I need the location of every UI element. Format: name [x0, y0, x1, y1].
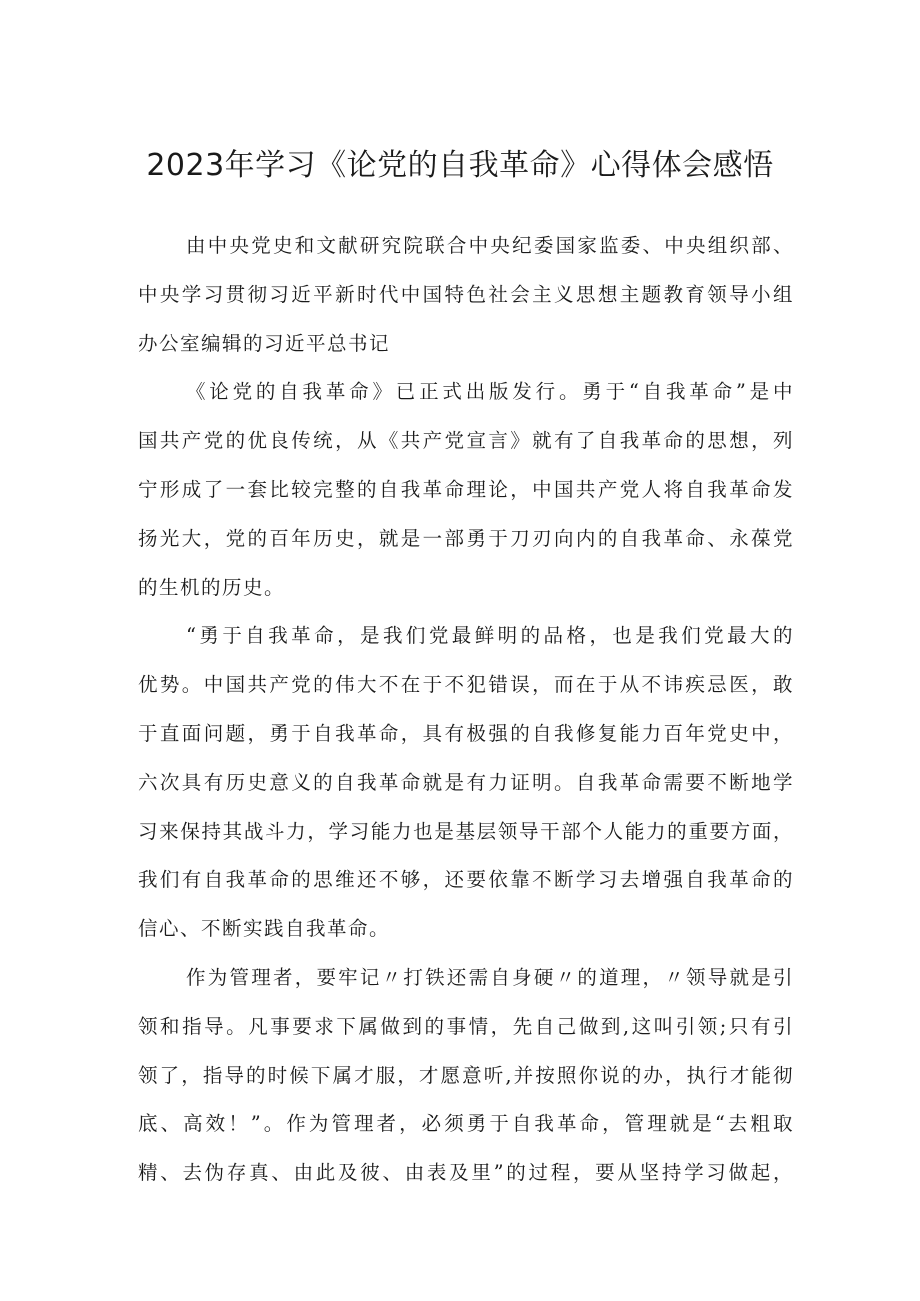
text-line: 国共产党的优良传统，从《共产党宣言》就有了自我革命的思想，列: [138, 429, 794, 453]
text-line: 由中央党史和文献研究院联合中央纪委国家监委、中央组织部、: [186, 234, 794, 257]
text-line: 底、高效！”。作为管理者，必须勇于自我革命，管理就是“去粗取: [138, 1112, 794, 1136]
document-title: 2023年学习《论党的自我革命》心得体会感悟: [146, 148, 774, 183]
text-line: 我们有自我革命的思维还不够，还要依靠不断学习去增强自我革命的: [138, 868, 794, 892]
document-body: [138, 222, 794, 1198]
text-line: 优势。中国共产党的伟大不在于不犯错误，而在于从不讳疾忌医，敢: [138, 673, 794, 697]
text-line: 领和指导。凡事要求下属做到的事情，先自己做到,这叫引领;只有引: [138, 1014, 794, 1038]
text-line: 《论党的自我革命》已正式出版发行。勇于“自我革命”是中: [186, 380, 794, 404]
paragraph-2: [138, 368, 794, 612]
text-line: 六次具有历史意义的自我革命就是有力证明。自我革命需要不断地学: [138, 770, 794, 794]
text-line: 中央学习贯彻习近平新时代中国特色社会主义思想主题教育领导小组: [138, 282, 794, 306]
text-line: 领了，指导的时候下属才服，才愿意听,并按照你说的办，执行才能彻: [138, 1063, 794, 1087]
text-line: 于直面问题，勇于自我革命，具有极强的自我修复能力百年党史中，: [138, 721, 794, 745]
text-line: “勇于自我革命，是我们党最鲜明的品格，也是我们党最大的: [186, 624, 794, 648]
text-line: 扬光大，党的百年历史，就是一部勇于刀刃向内的自我革命、永葆党: [138, 526, 794, 550]
text-line: 的生机的历史。: [138, 575, 286, 599]
text-line: 信心、不断实践自我革命。: [138, 917, 391, 941]
paragraph-1: [138, 222, 794, 368]
paragraph-4: [138, 954, 794, 1198]
text-line: 作为管理者，要牢记〃打铁还需自身硬〃的道理，〃领导就是引: [186, 965, 794, 989]
text-line: 办公室编辑的习近平总书记: [138, 331, 391, 355]
text-line: 精、去伪存真、由此及彼、由表及里”的过程，要从坚持学习做起，: [138, 1161, 794, 1185]
paragraph-3: [138, 612, 794, 954]
text-line: 习来保持其战斗力，学习能力也是基层领导干部个人能力的重要方面，: [138, 819, 794, 843]
text-line: 宁形成了一套比较完整的自我革命理论，中国共产党人将自我革命发: [138, 477, 794, 501]
